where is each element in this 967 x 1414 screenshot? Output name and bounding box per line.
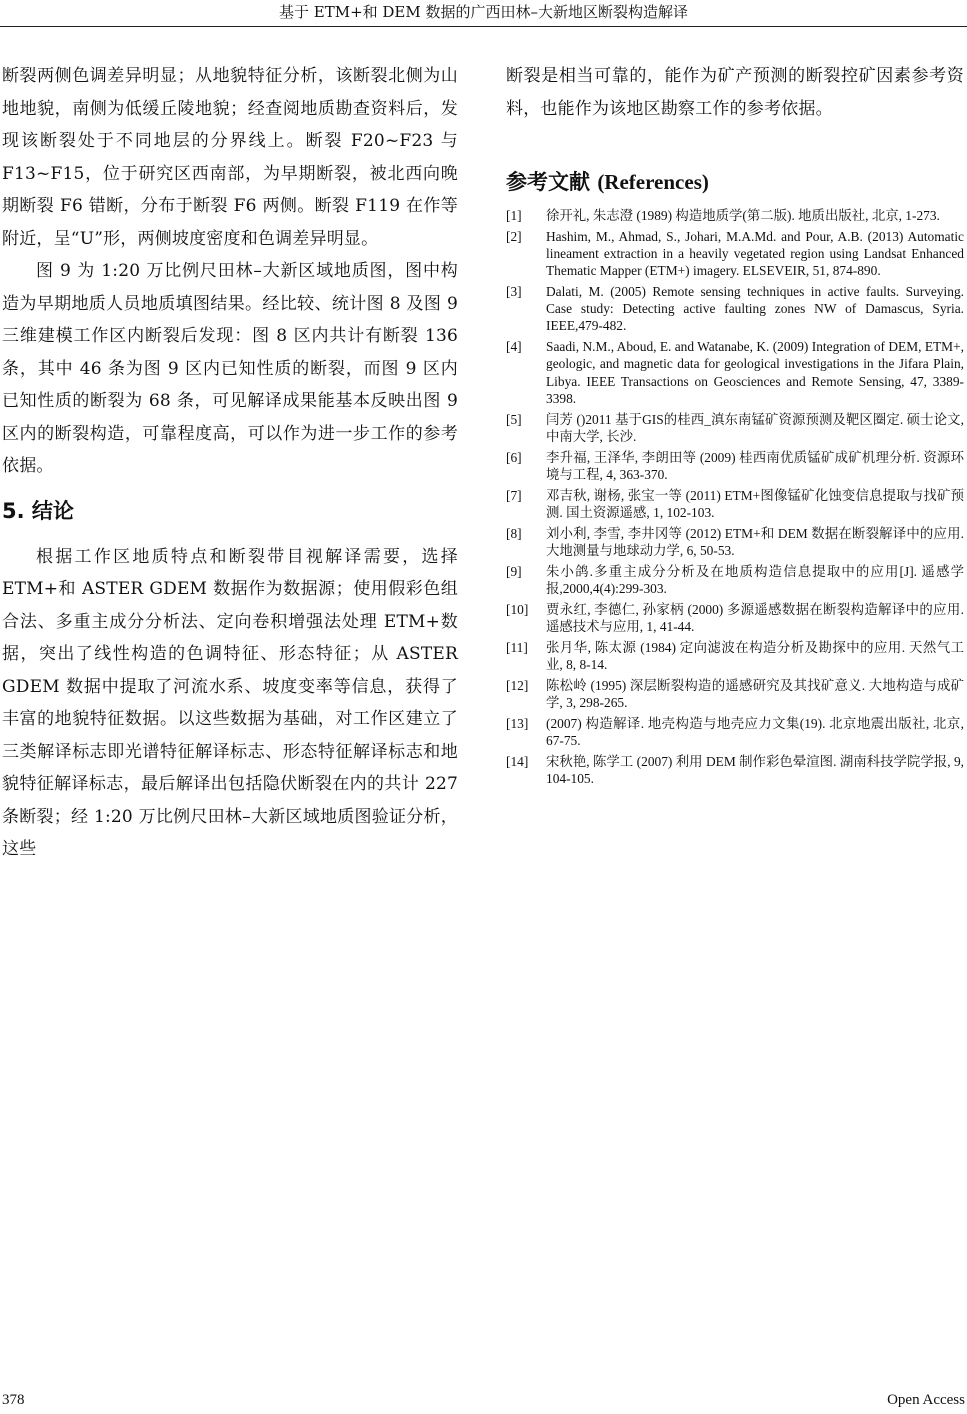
- reference-number: [1]: [506, 208, 522, 223]
- reference-number: [11]: [506, 639, 528, 655]
- conclusion-paragraph: 根据工作区地质特点和断裂带目视解译需要，选择 ETM+和 ASTER GDEM 数据作为数据源；使用假彩色组合法、多重主成分分析法、定向卷积增强法处理 ETM+数据，突出了线性构造的色调特征、形态特征；从 ASTER GDEM 数据中提取了河流水系、坡度变率等信息，获得了丰富的地貌特征数据。以这些数据为基础，对工作区建立了三类解译标志即光谱特征解译标志、形态特征解译标志和地貌特征解译标志，最后解译出包括隐伏断裂在内的共计 227 条断裂；经 1:20 万比例尺田林–大新区域地质图验证分析，这些: [2, 546, 458, 859]
- reference-text: 宋秋艳, 陈学工 (2007) 利用 DEM 制作彩色晕渲图. 湖南科技学院学报, 9, 104-105.: [546, 753, 964, 786]
- page-footer: [0, 1392, 967, 1412]
- references-heading-en: (References): [597, 170, 709, 194]
- right-column: [506, 60, 964, 791]
- reference-text: 李升福, 王泽华, 李朗田等 (2009) 桂西南优质锰矿成矿机理分析. 资源环境与工程, 4, 363-370.: [546, 449, 964, 482]
- header-rule: [0, 26, 967, 27]
- reference-item: [506, 487, 964, 521]
- reference-item: [506, 753, 964, 787]
- reference-text: 陈松岭 (1995) 深层断裂构造的遥感研究及其找矿意义. 大地构造与成矿学, 3, 298-265.: [546, 677, 964, 710]
- reference-item: [506, 411, 964, 445]
- publisher-label: Open Access: [887, 1392, 965, 1408]
- reference-text: Saadi, N.M., Aboud, E. and Watanabe, K. (2009) Integration of DEM, ETM+, geologic, and magnetic data for geological investigations in the Jifara Plain, Libya. IEEE Transactions on Geosciences and Remote Sensing, 47, 3389-3398.: [546, 339, 964, 406]
- reference-list: [506, 207, 964, 787]
- reference-item: [506, 283, 964, 335]
- reference-number: [6]: [506, 449, 522, 465]
- references-heading-cn: 参考文献: [506, 170, 590, 194]
- reference-item: [506, 525, 964, 559]
- reference-text: (2007) 构造解译. 地壳构造与地壳应力文集(19). 北京地震出版社, 北京, 67-75.: [546, 715, 964, 748]
- reference-item: [506, 338, 964, 407]
- reference-item: [506, 228, 964, 280]
- reference-text: 刘小利, 李雪, 李井冈等 (2012) ETM+和 DEM 数据在断裂解译中的应用. 大地测量与地球动力学, 6, 50-53.: [546, 525, 964, 558]
- reference-number: [13]: [506, 715, 529, 731]
- reference-item: [506, 639, 964, 673]
- reference-number: [10]: [506, 601, 529, 617]
- reference-text: Dalati, M. (2005) Remote sensing techniques in active faults. Surveying. Case study: Detecting active faulting zones NW of Damascus, Syria. IEEE,479-482.: [546, 284, 964, 334]
- body-paragraph: 图 9 为 1:20 万比例尺田林–大新区域地质图，图中构造为早期地质人员地质填图结果。经比较、统计图 8 及图 9 三维建模工作区内断裂后发现：图 8 区内共计有断裂 136 条，其中 46 条为图 9 区内已知性质的断裂，而图 9 区内已知性质的断裂为 68 条，可见解译成果能基本反映出图 9 区内的断裂构造，可靠程度高，可以作为进一步工作的参考依据。: [2, 261, 458, 476]
- reference-text: 邓吉秋, 谢杨, 张宝一等 (2011) ETM+图像锰矿化蚀变信息提取与找矿预测. 国土资源遥感, 1, 102-103.: [546, 487, 964, 520]
- reference-text: 张月华, 陈太源 (1984) 定向滤波在构造分析及勘探中的应用. 天然气工业, 8, 8-14.: [546, 639, 964, 672]
- body-paragraph: 断裂两侧色调差异明显；从地貌特征分析，该断裂北侧为山地地貌，南侧为低缓丘陵地貌；经查阅地质勘查资料后，发现该断裂处于不同地层的分界线上。断裂 F20~F23 与 F13~F15，位于研究区西南部，为早期断裂，被北西向晚期断裂 F6 错断，分布于断裂 F6 两侧。断裂 F119 在作等附近，呈“U”形，两侧坡度密度和色调差异明显。: [2, 66, 458, 249]
- reference-text: 闫芳 ()2011 基于GIS的桂西_滇东南锰矿资源预测及靶区圈定. 硕士论文, 中南大学, 长沙.: [546, 411, 964, 444]
- reference-number: [7]: [506, 487, 522, 503]
- reference-text: 贾永红, 李德仁, 孙家柄 (2000) 多源遥感数据在断裂构造解译中的应用. 遥感技术与应用, 1, 41-44.: [546, 601, 964, 634]
- reference-number: [14]: [506, 753, 529, 769]
- reference-item: [506, 677, 964, 711]
- reference-number: [2]: [506, 228, 522, 244]
- page-number: 378: [2, 1392, 25, 1408]
- reference-item: [506, 715, 964, 749]
- body-paragraph: 断裂是相当可靠的，能作为矿产预测的断裂控矿因素参考资料，也能作为该地区勘察工作的参考依据。: [506, 66, 964, 119]
- reference-item: [506, 449, 964, 483]
- section-heading-conclusion: 5. 结论: [2, 498, 74, 523]
- reference-number: [4]: [506, 339, 522, 355]
- reference-text: 朱小鸽.多重主成分分析及在地质构造信息提取中的应用[J]. 遥感学报,2000,4(4):299-303.: [546, 563, 964, 596]
- reference-number: [3]: [506, 284, 522, 299]
- reference-text: Hashim, M., Ahmad, S., Johari, M.A.Md. and Pour, A.B. (2013) Automatic lineament extraction in a heavily vegetated region using Landsat Enhanced Thematic Mapper (ETM+) imagery. ELSEVEIR, 51, 874-890.: [546, 228, 964, 279]
- reference-item: [506, 207, 964, 224]
- left-column: [2, 60, 458, 866]
- reference-number: [9]: [506, 563, 522, 579]
- reference-text: 徐开礼, 朱志澄 (1989) 构造地质学(第二版). 地质出版社, 北京, 1-273.: [546, 208, 940, 223]
- reference-number: [5]: [506, 411, 522, 427]
- references-heading: [506, 165, 964, 199]
- reference-item: [506, 601, 964, 635]
- reference-number: [12]: [506, 677, 529, 693]
- reference-item: [506, 563, 964, 597]
- running-header: 基于 ETM+和 DEM 数据的广西田林–大新地区断裂构造解译: [278, 3, 689, 21]
- reference-number: [8]: [506, 525, 522, 541]
